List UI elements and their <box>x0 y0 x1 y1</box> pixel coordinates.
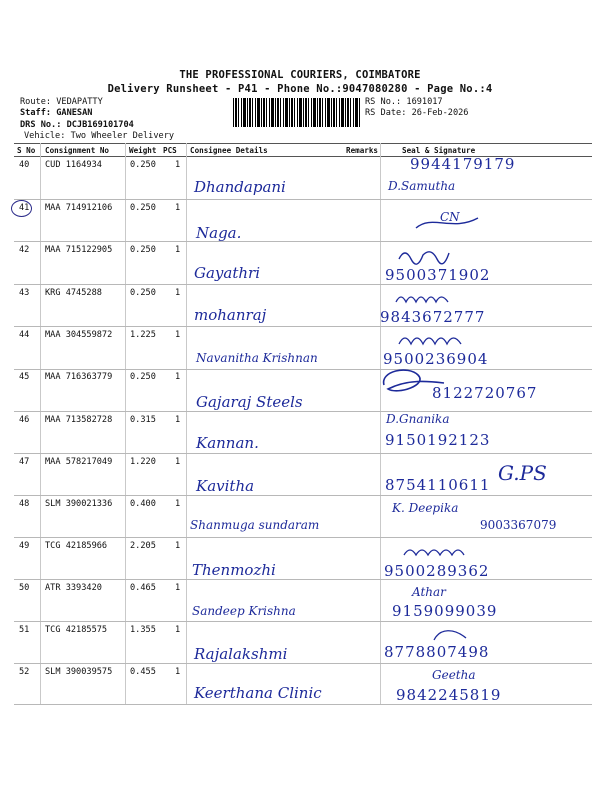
handwritten-signature-name: K. Deepika <box>392 501 459 515</box>
row-divider <box>14 663 592 664</box>
row-divider <box>14 704 592 705</box>
signature-scribble <box>400 543 470 561</box>
row-pcs: 1 <box>175 457 181 467</box>
row-weight: 0.315 <box>130 415 156 425</box>
row-sno: 41 <box>19 203 30 213</box>
handwritten-signature-name: Athar <box>412 585 446 599</box>
row-consignment: MAA 713582728 <box>45 415 113 425</box>
row-consignment: MAA 578217049 <box>45 457 113 467</box>
handwritten-signature-name: G.PS <box>498 461 547 485</box>
row-divider <box>14 241 592 242</box>
row-sno: 43 <box>19 288 30 298</box>
row-pcs: 1 <box>175 330 181 340</box>
col-divider <box>40 143 41 704</box>
staff-label: Staff: GANESAN <box>20 108 93 118</box>
row-sno: 51 <box>19 625 30 635</box>
vehicle-label: Vehicle: Two Wheeler Delivery <box>24 131 175 141</box>
handwritten-consignee: Rajalakshmi <box>194 645 288 663</box>
col-weight: Weight <box>129 146 157 155</box>
handwritten-phone: 9944179179 <box>410 155 516 173</box>
handwritten-consignee: Navanitha Krishnan <box>196 351 318 365</box>
row-sno: 52 <box>19 667 30 677</box>
col-divider <box>186 143 187 704</box>
row-divider <box>14 579 592 580</box>
col-consignee: Consignee Details <box>190 146 268 155</box>
row-consignment: MAA 714912106 <box>45 203 113 213</box>
row-divider <box>14 284 592 285</box>
signature-scribble <box>412 210 482 234</box>
handwritten-phone: 8122720767 <box>432 384 538 402</box>
row-consignment: TCG 42185966 <box>45 541 108 551</box>
row-sno: 40 <box>19 160 30 170</box>
row-weight: 0.250 <box>130 372 156 382</box>
handwritten-phone: 9500236904 <box>383 350 489 368</box>
handwritten-phone: 9500371902 <box>385 266 491 284</box>
row-weight: 0.400 <box>130 499 156 509</box>
row-sno: 48 <box>19 499 30 509</box>
drs-label: DRS No.: DCJB169101704 <box>20 120 134 130</box>
col-divider <box>380 143 381 704</box>
row-pcs: 1 <box>175 245 181 255</box>
row-consignment: KRG 4745288 <box>45 288 102 298</box>
row-sno: 42 <box>19 245 30 255</box>
signature-scribble <box>395 243 455 265</box>
row-weight: 1.355 <box>130 625 156 635</box>
row-sno: 46 <box>19 415 30 425</box>
header-top-rule <box>14 143 592 144</box>
row-pcs: 1 <box>175 499 181 509</box>
row-weight: 0.250 <box>130 160 156 170</box>
signature-scribble <box>392 288 462 308</box>
row-pcs: 1 <box>175 372 181 382</box>
handwritten-phone: 8778807498 <box>384 643 490 661</box>
row-divider <box>14 453 592 454</box>
row-consignment: MAA 715122905 <box>45 245 113 255</box>
handwritten-consignee: Kavitha <box>196 477 255 495</box>
row-weight: 0.250 <box>130 203 156 213</box>
handwritten-phone: 8754110611 <box>385 476 491 494</box>
row-divider <box>14 621 592 622</box>
col-consignment: Consignment No <box>45 146 110 155</box>
handwritten-phone: 9842245819 <box>396 686 502 704</box>
row-consignment: SLM 390039575 <box>45 667 113 677</box>
handwritten-phone: 9159099039 <box>392 602 498 620</box>
row-weight: 0.465 <box>130 583 156 593</box>
row-sno: 45 <box>19 372 30 382</box>
handwritten-consignee: Kannan. <box>196 434 259 452</box>
row-pcs: 1 <box>175 288 181 298</box>
handwritten-consignee: Shanmuga sundaram <box>190 518 320 532</box>
row-divider <box>14 369 592 370</box>
row-divider <box>14 411 592 412</box>
handwritten-signature-name: Geetha <box>432 668 476 682</box>
col-remarks: Remarks <box>346 146 379 155</box>
row-consignment: SLM 390021336 <box>45 499 113 509</box>
handwritten-consignee: Gayathri <box>194 264 260 282</box>
row-divider <box>14 326 592 327</box>
route-label: Route: VEDAPATTY <box>20 97 103 107</box>
handwritten-phone: 9843672777 <box>380 308 486 326</box>
barcode <box>233 98 361 127</box>
row-sno: 49 <box>19 541 30 551</box>
row-sno: 44 <box>19 330 30 340</box>
row-pcs: 1 <box>175 625 181 635</box>
signature-scribble <box>430 628 470 644</box>
handwritten-consignee: Sandeep Krishna <box>192 604 296 618</box>
row-pcs: 1 <box>175 583 181 593</box>
rs-number: RS No.: 1691017 <box>365 97 443 107</box>
row-weight: 0.250 <box>130 245 156 255</box>
col-divider <box>125 143 126 704</box>
handwritten-consignee: Dhandapani <box>194 178 286 196</box>
col-sno: S No <box>17 146 36 155</box>
handwritten-consignee: Naga. <box>196 224 242 242</box>
signature-scribble <box>395 330 475 350</box>
handwritten-phone: 9150192123 <box>385 431 491 449</box>
row-divider <box>14 199 592 200</box>
company-title: THE PROFESSIONAL COURIERS, COIMBATORE <box>179 69 421 81</box>
row-pcs: 1 <box>175 541 181 551</box>
handwritten-phone: 9003367079 <box>480 518 557 532</box>
rs-date: RS Date: 26-Feb-2026 <box>365 108 469 118</box>
col-seal: Seal & Signature <box>402 146 476 155</box>
runsheet-title: Delivery Runsheet - P41 - Phone No.:9047080280 - Page No.:4 <box>107 83 493 95</box>
handwritten-consignee: Keerthana Clinic <box>194 684 322 702</box>
handwritten-signature-name: D.Gnanika <box>386 412 450 426</box>
row-consignment: TCG 42185575 <box>45 625 108 635</box>
handwritten-signature-name: D.Samutha <box>388 179 456 193</box>
row-consignment: CUD 1164934 <box>45 160 102 170</box>
row-divider <box>14 495 592 496</box>
row-weight: 0.250 <box>130 288 156 298</box>
row-consignment: MAA 304559872 <box>45 330 113 340</box>
row-weight: 1.220 <box>130 457 156 467</box>
col-pcs: PCS <box>163 146 177 155</box>
row-pcs: 1 <box>175 203 181 213</box>
handwritten-phone: 9500289362 <box>384 562 490 580</box>
handwritten-consignee: Gajaraj Steels <box>196 393 303 411</box>
row-pcs: 1 <box>175 415 181 425</box>
row-weight: 1.225 <box>130 330 156 340</box>
row-pcs: 1 <box>175 667 181 677</box>
row-pcs: 1 <box>175 160 181 170</box>
handwritten-signature-name: CN <box>440 210 460 224</box>
handwritten-consignee: Thenmozhi <box>192 561 276 579</box>
row-weight: 2.205 <box>130 541 156 551</box>
row-sno: 50 <box>19 583 30 593</box>
handwritten-consignee: mohanraj <box>194 306 267 324</box>
row-divider <box>14 537 592 538</box>
row-weight: 0.455 <box>130 667 156 677</box>
row-consignment: ATR 3393420 <box>45 583 102 593</box>
row-consignment: MAA 716363779 <box>45 372 113 382</box>
row-sno: 47 <box>19 457 30 467</box>
